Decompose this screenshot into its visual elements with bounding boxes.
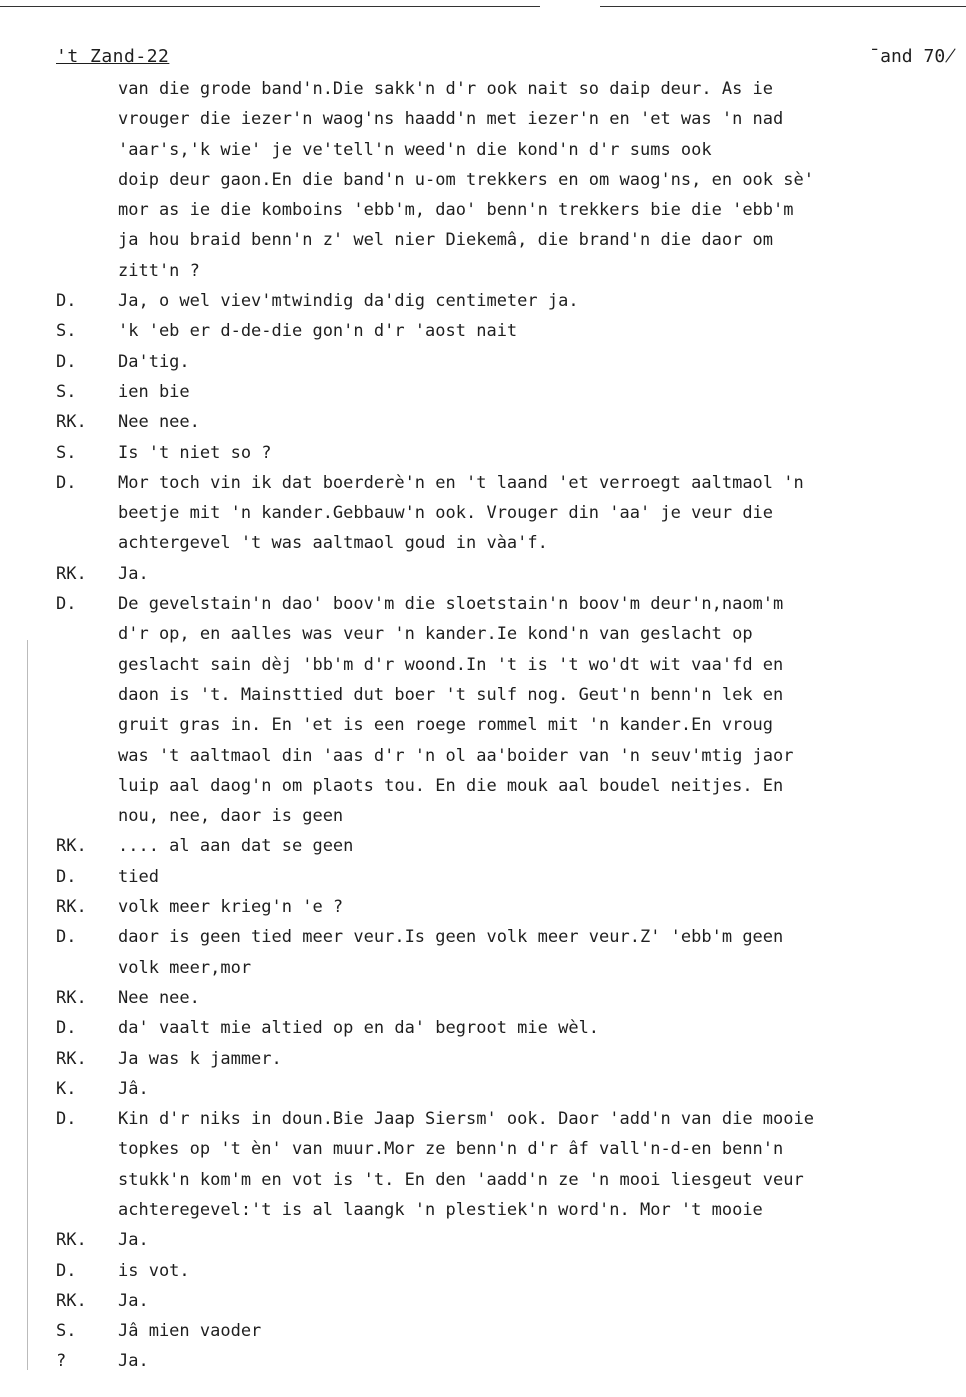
- line-text: Ja.: [118, 563, 149, 584]
- transcript-line: [56, 347, 961, 377]
- speaker-label: RK.: [56, 412, 87, 433]
- transcript-line: [56, 316, 961, 346]
- speaker-label: ?: [56, 1351, 67, 1372]
- transcript-line: [56, 165, 961, 195]
- transcript-line: [56, 1074, 961, 1104]
- line-text: Kin d'r niks in doun.Bie Jaap Siersm' ook. Daor 'add'n van die mooie: [118, 1109, 814, 1130]
- line-text: Ja.: [118, 1351, 149, 1372]
- transcript-line: [56, 1286, 961, 1316]
- transcript-line: [56, 195, 961, 225]
- line-text: volk meer krieg'n 'e ?: [118, 897, 344, 918]
- speaker-label: D.: [56, 594, 77, 615]
- speaker-label: [56, 619, 118, 649]
- line-text: Ja, o wel viev'mtwindig da'dig centimeter ja.: [118, 291, 579, 312]
- speaker-label: [56, 225, 118, 255]
- transcript-line: [56, 135, 961, 165]
- speaker-label: D.: [56, 927, 77, 948]
- speaker-label: S.: [56, 442, 77, 463]
- speaker-label: [56, 771, 118, 801]
- speaker-label: [56, 104, 118, 134]
- line-text: achtergevel 't was aaltmaol goud in vàa'f.: [118, 533, 548, 554]
- speaker-label: [56, 741, 118, 771]
- transcript-line: [56, 74, 961, 104]
- speaker-label: [56, 1195, 118, 1225]
- transcript-line: [56, 892, 961, 922]
- speaker-label: [56, 74, 118, 104]
- speaker-label: [56, 256, 118, 286]
- line-text: van die grode band'n.Die sakk'n d'r ook nait so daip deur. As ie: [118, 79, 774, 99]
- line-text: geslacht sain dèj 'bb'm d'r woond.In 't is 't wo'dt wit vaa'fd en: [118, 654, 784, 675]
- speaker-label: D.: [56, 472, 77, 493]
- line-text: d'r op, en aalles was veur 'n kander.Ie kond'n van geslacht op: [118, 624, 753, 645]
- line-text: Nee nee.: [118, 412, 200, 433]
- line-text: Da'tig.: [118, 351, 190, 372]
- line-text: 'k 'eb er d-de-die gon'n d'r 'aost nait: [118, 321, 518, 342]
- speaker-label: D.: [56, 351, 77, 372]
- transcript-line: [56, 619, 961, 649]
- line-text: zitt'n ?: [118, 260, 200, 281]
- line-text: tied: [118, 866, 159, 887]
- top-rule-left: [0, 6, 540, 7]
- page-header-title: 't Zand-22: [56, 46, 170, 67]
- transcript-line: [56, 1195, 961, 1225]
- speaker-label: D.: [56, 1109, 77, 1130]
- line-text: Jâ.: [118, 1078, 149, 1099]
- transcript-line: [56, 498, 961, 528]
- line-text: .... al aan dat se geen: [118, 836, 354, 857]
- line-text: Nee nee.: [118, 987, 200, 1008]
- transcript-line: [56, 1013, 961, 1043]
- line-text: achteregevel:'t is al laangk 'n plestiek'n word'n. Mor 't mooie: [118, 1199, 763, 1220]
- transcript-line: [56, 256, 961, 286]
- transcript-line: [56, 407, 961, 437]
- transcript-line: [56, 1316, 961, 1346]
- transcript-line: [56, 104, 961, 134]
- speaker-label: [56, 650, 118, 680]
- transcript-line: [56, 1225, 961, 1255]
- speaker-label: [56, 801, 118, 831]
- transcript-line: [56, 1134, 961, 1164]
- line-text: vrouger die iezer'n waog'ns haadd'n met iezer'n en 'et was 'n nad: [118, 109, 784, 130]
- transcript-line: [56, 953, 961, 983]
- transcript-line: [56, 862, 961, 892]
- speaker-label: [56, 195, 118, 225]
- speaker-label: RK.: [56, 836, 87, 857]
- line-text: ja hou braid benn'n z' wel nier Diekemâ, die brand'n die daor om: [118, 230, 774, 251]
- page-header-number: ¯and 70̸: [869, 46, 956, 67]
- line-text: ien bie: [118, 381, 190, 402]
- line-text: mor as ie die komboins 'ebb'm, dao' benn'n trekkers bie die 'ebb'm: [118, 200, 794, 221]
- transcript-line: [56, 286, 961, 316]
- line-text: doip deur gaon.En die band'n u-om trekkers en om waog'ns, en ook sè': [118, 169, 814, 190]
- margin-rule: [27, 640, 28, 1370]
- transcript-body: [56, 74, 961, 1377]
- speaker-label: RK.: [56, 1230, 87, 1251]
- line-text: nou, nee, daor is geen: [118, 806, 344, 827]
- transcript-line: [56, 1346, 961, 1376]
- transcript-line: [56, 801, 961, 831]
- speaker-label: [56, 710, 118, 740]
- speaker-label: [56, 680, 118, 710]
- transcript-line: [56, 922, 961, 952]
- speaker-label: S.: [56, 1321, 77, 1342]
- line-text: 'aar's,'k wie' je ve'tell'n weed'n die kond'n d'r sums ook: [118, 139, 712, 160]
- transcript-line: [56, 741, 961, 771]
- speaker-label: RK.: [56, 1290, 87, 1311]
- line-text: volk meer,mor: [118, 957, 252, 978]
- transcript-line: [56, 710, 961, 740]
- speaker-label: D.: [56, 291, 77, 312]
- speaker-label: RK.: [56, 897, 87, 918]
- line-text: Ja.: [118, 1290, 149, 1311]
- speaker-label: [56, 135, 118, 165]
- transcript-line: [56, 1256, 961, 1286]
- transcript-line: [56, 468, 961, 498]
- speaker-label: RK.: [56, 987, 87, 1008]
- speaker-label: [56, 953, 118, 983]
- line-text: stukk'n kom'm en vot is 't. En den 'aadd'n ze 'n mooi liesgeut veur: [118, 1169, 804, 1190]
- line-text: Mor toch vin ik dat boerderè'n en 't laand 'et verroegt aaltmaol 'n: [118, 472, 804, 493]
- speaker-label: D.: [56, 1260, 77, 1281]
- transcript-line: [56, 589, 961, 619]
- speaker-label: S.: [56, 321, 77, 342]
- line-text: Is 't niet so ?: [118, 442, 272, 463]
- speaker-label: S.: [56, 381, 77, 402]
- speaker-label: D.: [56, 866, 77, 887]
- speaker-label: K.: [56, 1078, 77, 1099]
- line-text: was 't aaltmaol din 'aas d'r 'n ol aa'boider van 'n seuv'mtig jaor: [118, 745, 794, 766]
- transcript-line: [56, 559, 961, 589]
- transcript-line: [56, 377, 961, 407]
- line-text: daon is 't. Mainsttied dut boer 't sulf nog. Geut'n benn'n lek en: [118, 684, 784, 705]
- line-text: gruit gras in. En 'et is een roege rommel mit 'n kander.En vroug: [118, 715, 774, 736]
- speaker-label: [56, 528, 118, 558]
- speaker-label: [56, 165, 118, 195]
- line-text: topkes op 't èn' van muur.Mor ze benn'n d'r âf vall'n-d-en benn'n: [118, 1139, 784, 1160]
- line-text: Ja.: [118, 1230, 149, 1251]
- line-text: is vot.: [118, 1260, 190, 1281]
- speaker-label: RK.: [56, 563, 87, 584]
- transcript-line: [56, 1044, 961, 1074]
- speaker-label: [56, 498, 118, 528]
- transcript-line: [56, 438, 961, 468]
- line-text: daor is geen tied meer veur.Is geen volk meer veur.Z' 'ebb'm geen: [118, 927, 784, 948]
- transcript-line: [56, 831, 961, 861]
- transcript-line: [56, 1165, 961, 1195]
- line-text: Ja was k jammer.: [118, 1048, 282, 1069]
- transcript-line: [56, 650, 961, 680]
- top-rule-right: [600, 6, 966, 7]
- transcript-line: [56, 680, 961, 710]
- line-text: luip aal daog'n om plaots tou. En die mouk aal boudel neitjes. En: [118, 775, 784, 796]
- transcript-line: [56, 528, 961, 558]
- line-text: da' vaalt mie altied op en da' begroot mie wèl.: [118, 1018, 600, 1039]
- transcript-line: [56, 1104, 961, 1134]
- speaker-label: [56, 1165, 118, 1195]
- transcript-line: [56, 983, 961, 1013]
- line-text: beetje mit 'n kander.Gebbauw'n ook. Vrouger din 'aa' je veur die: [118, 503, 774, 524]
- line-text: Jâ mien vaoder: [118, 1321, 262, 1342]
- speaker-label: [56, 1134, 118, 1164]
- speaker-label: D.: [56, 1018, 77, 1039]
- transcript-line: [56, 771, 961, 801]
- speaker-label: RK.: [56, 1048, 87, 1069]
- line-text: De gevelstain'n dao' boov'm die sloetstain'n boov'm deur'n,naom'm: [118, 594, 784, 615]
- transcript-line: [56, 225, 961, 255]
